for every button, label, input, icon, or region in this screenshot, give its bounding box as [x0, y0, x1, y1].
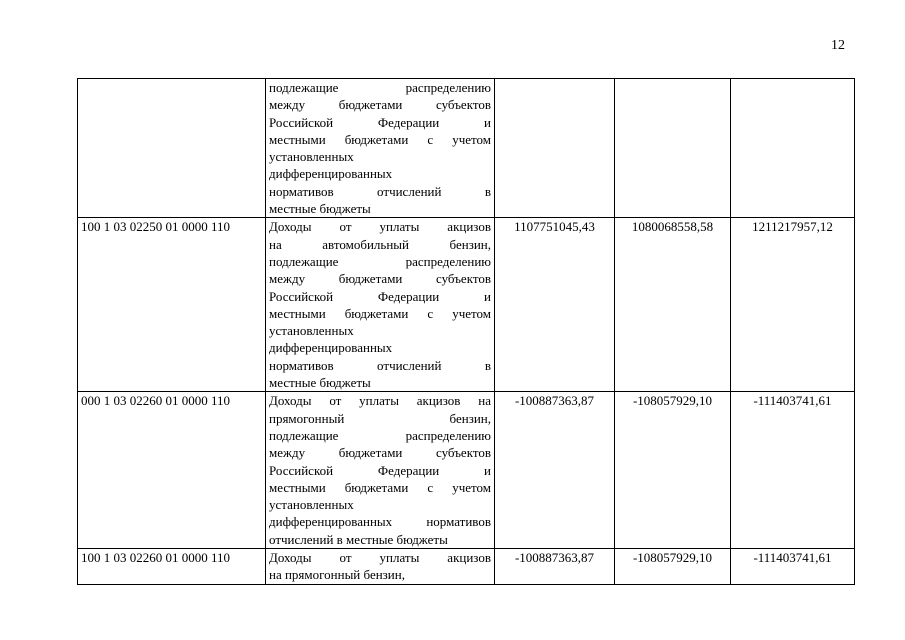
revenue-name-line: установленных: [269, 149, 354, 165]
kbk-code-cell: 100 1 03 02250 01 0000 110: [78, 218, 266, 392]
amount-cell-year-2: 1080068558,58: [615, 218, 731, 392]
amount-cell-year-1: 1107751045,43: [495, 218, 615, 392]
revenue-name-cell: [266, 392, 495, 549]
revenue-name-cell: [266, 218, 495, 392]
revenue-name-line: между бюджетами субъектов: [269, 271, 491, 287]
revenue-name-line: прямогонный бензин,: [269, 410, 491, 426]
amount-cell-year-2: [615, 79, 731, 218]
table-row: [78, 392, 855, 549]
table-row: [78, 218, 855, 392]
revenue-name-line: на автомобильный бензин,: [269, 236, 491, 252]
revenue-name-line: Доходы от уплаты акцизов на: [269, 393, 491, 409]
revenue-name-line: Российской Федерации и: [269, 288, 491, 304]
revenue-name-line: местными бюджетами с учетом: [269, 479, 491, 495]
revenue-name-line: установленных: [269, 323, 354, 339]
revenue-name-line: подлежащие распределению: [269, 253, 491, 269]
revenue-name-line: местными бюджетами с учетом: [269, 131, 491, 147]
amount-cell-year-2: -108057929,10: [615, 549, 731, 585]
revenue-name-line: нормативов отчислений в: [269, 357, 491, 373]
amount-cell-year-2: -108057929,10: [615, 392, 731, 549]
table-row: [78, 79, 855, 218]
revenue-name-line: между бюджетами субъектов: [269, 445, 491, 461]
revenue-name-line: Доходы от уплаты акцизов: [269, 550, 491, 566]
kbk-code-cell: 100 1 03 02260 01 0000 110: [78, 549, 266, 585]
revenue-name-line: подлежащие распределению: [269, 80, 491, 95]
revenue-name-line: установленных: [269, 497, 354, 513]
budget-revenue-table: [77, 78, 855, 585]
revenue-name-cell: [266, 79, 495, 218]
amount-cell-year-1: [495, 79, 615, 218]
amount-cell-year-3: 1211217957,12: [731, 218, 855, 392]
revenue-name-line: дифференцированных нормативов: [269, 514, 491, 530]
amount-cell-year-3: [731, 79, 855, 218]
page-number: 12: [831, 38, 845, 53]
table-row: [78, 549, 855, 585]
revenue-name-line: нормативов отчислений в: [269, 183, 491, 199]
revenue-name-line: местными бюджетами с учетом: [269, 305, 491, 321]
revenue-name-cell: [266, 549, 495, 585]
kbk-code-cell: 000 1 03 02260 01 0000 110: [78, 392, 266, 549]
amount-cell-year-3: -111403741,61: [731, 392, 855, 549]
revenue-name-line: местные бюджеты: [269, 375, 371, 391]
revenue-name-line: подлежащие распределению: [269, 427, 491, 443]
revenue-name-line: дифференцированных: [269, 166, 393, 182]
amount-cell-year-1: -100887363,87: [495, 549, 615, 585]
revenue-name-line: на прямогонный бензин,: [269, 567, 405, 583]
revenue-name-line: отчислений в местные бюджеты: [269, 531, 448, 547]
revenue-name-line: Доходы от уплаты акцизов: [269, 219, 491, 235]
amount-cell-year-3: -111403741,61: [731, 549, 855, 585]
kbk-code-cell: [78, 79, 266, 218]
revenue-name-line: местные бюджеты: [269, 201, 371, 217]
amount-cell-year-1: -100887363,87: [495, 392, 615, 549]
revenue-name-line: Российской Федерации и: [269, 462, 491, 478]
table-body: [78, 79, 855, 585]
revenue-name-line: между бюджетами субъектов: [269, 97, 491, 113]
revenue-name-line: Российской Федерации и: [269, 114, 491, 130]
revenue-name-line: дифференцированных: [269, 340, 393, 356]
